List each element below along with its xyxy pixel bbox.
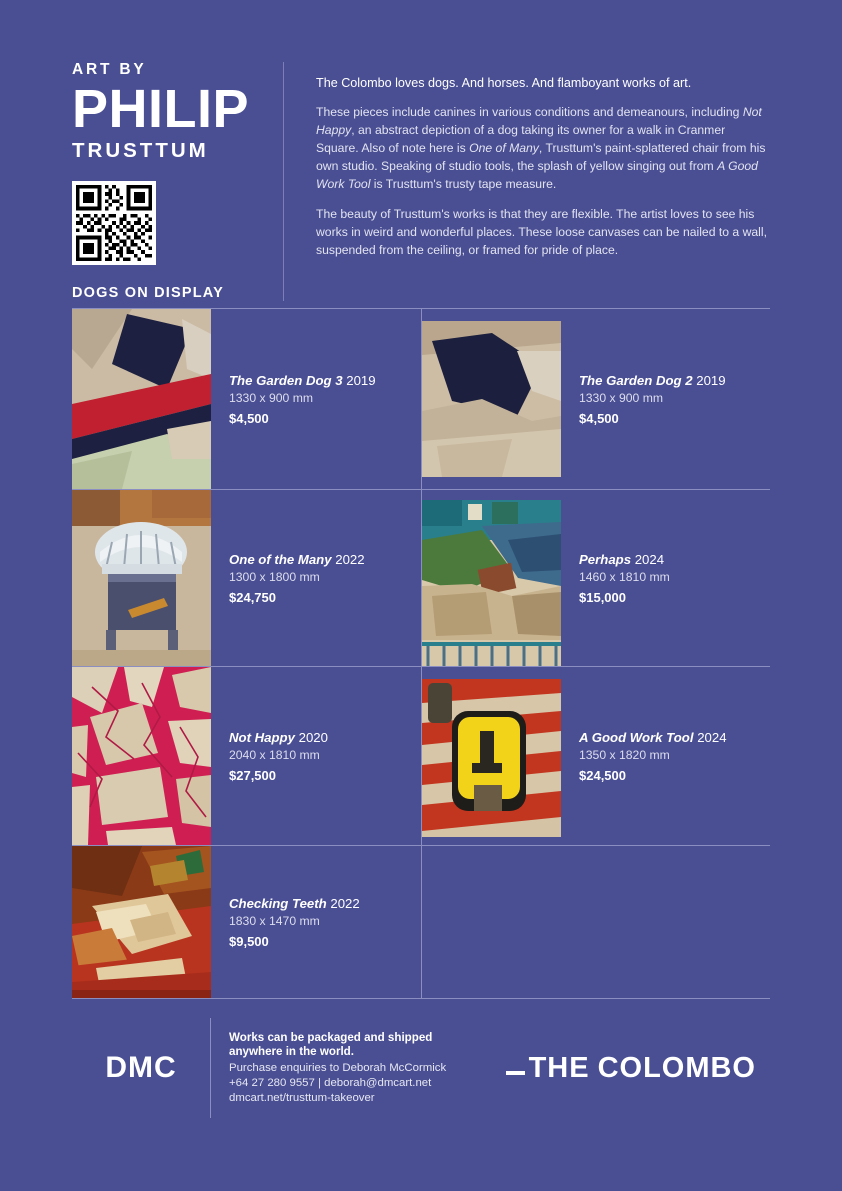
qr-code-icon[interactable] [72, 181, 156, 265]
artwork-cell[interactable] [72, 846, 421, 998]
footer-text [211, 1031, 506, 1106]
artwork-title-line [579, 552, 756, 567]
artwork-cell[interactable] [421, 667, 770, 845]
artwork-thumbnail-not-happy[interactable] [72, 667, 211, 845]
artwork-title-line [229, 373, 407, 388]
artwork-info [211, 309, 421, 489]
art-by-label: ART BY [72, 61, 147, 78]
artwork-title: Not Happy [229, 729, 295, 745]
artwork-price: $4,500 [579, 410, 619, 426]
artwork-thumbnail-checking-teeth[interactable] [72, 846, 211, 998]
artwork-dimensions: 1350 x 1820 mm [579, 747, 670, 762]
artwork-thumbnail-one-of-the-many[interactable] [72, 490, 211, 666]
artwork-info [211, 490, 421, 666]
artwork-listing [72, 308, 770, 999]
artwork-info [561, 309, 770, 489]
artwork-title: The Garden Dog 3 [229, 372, 343, 388]
artwork-title: Perhaps [579, 551, 632, 567]
artwork-year: 2019 [346, 372, 376, 388]
artwork-info [211, 667, 421, 845]
artist-last-name: TRUSTTUM [72, 139, 209, 163]
artwork-dimensions: 1330 x 900 mm [579, 390, 664, 405]
artwork-cell[interactable] [72, 667, 421, 845]
artwork-info [561, 490, 770, 666]
artwork-info [561, 667, 770, 845]
intro-p2-b: , an abstract depiction of a dog taking its owner for a walk in Cranmer Square. Also of note here is [316, 123, 726, 156]
artwork-dimensions: 2040 x 1810 mm [229, 747, 320, 762]
artwork-cell[interactable] [421, 309, 770, 489]
artwork-price: $24,750 [229, 589, 276, 605]
venue-logo [506, 1051, 770, 1084]
artwork-title-line [579, 730, 756, 745]
artwork-title: One of the Many [229, 551, 332, 567]
artwork-year: 2020 [298, 729, 328, 745]
artwork-cell[interactable] [421, 490, 770, 666]
footer [72, 1018, 770, 1118]
artwork-cell[interactable] [72, 309, 421, 489]
artwork-year: 2019 [696, 372, 726, 388]
artwork-title: Checking Teeth [229, 895, 327, 911]
artwork-dimensions: 1300 x 1800 mm [229, 569, 320, 584]
artwork-year: 2024 [697, 729, 727, 745]
header [72, 62, 770, 301]
artwork-dimensions: 1330 x 900 mm [229, 390, 314, 405]
empty-cell [421, 846, 770, 998]
dmc-logo-box[interactable] [72, 1018, 211, 1118]
artwork-price: $9,500 [229, 933, 269, 949]
artwork-price: $27,500 [229, 767, 276, 783]
artwork-mention-one-of-many: One of Many [469, 141, 539, 156]
artwork-dimensions: 1830 x 1470 mm [229, 913, 320, 928]
intro-paragraph-2 [316, 104, 770, 194]
table-row [72, 667, 770, 846]
contact-line[interactable]: +64 27 280 9557 | deborah@dmcart.net [229, 1076, 432, 1089]
section-label: DOGS ON DISPLAY [72, 285, 225, 302]
enquiries-line: Purchase enquiries to Deborah McCormick [229, 1061, 447, 1074]
artist-first-name: PHILIP [72, 78, 250, 139]
artwork-price: $15,000 [579, 589, 626, 605]
artwork-cell[interactable] [72, 490, 421, 666]
artwork-price: $4,500 [229, 410, 269, 426]
artwork-info [211, 846, 421, 998]
table-row [72, 846, 770, 999]
venue-the: THE [528, 1051, 590, 1084]
intro-p2-d: is Trusttum's trusty tape measure. [370, 177, 557, 191]
logo-underline [506, 1071, 525, 1075]
website-line[interactable]: dmcart.net/trusttum-takeover [229, 1091, 375, 1104]
venue-colombo: COLOMBO [597, 1051, 756, 1084]
artwork-title-line [579, 373, 756, 388]
artwork-thumbnail-garden-dog-2[interactable] [422, 321, 561, 477]
table-row [72, 490, 770, 667]
artwork-title: A Good Work Tool [579, 729, 694, 745]
brand-column [72, 62, 283, 301]
artwork-year: 2024 [634, 551, 665, 567]
artwork-year: 2022 [335, 551, 365, 567]
artwork-thumbnail-perhaps[interactable] [422, 500, 561, 666]
dmc-logo: DMC [105, 1051, 177, 1084]
intro-p2-c: , Trusttum's paint-splattered chair from his own studio. Speaking of studio tools, the splash of yellow singing out from [316, 141, 766, 174]
intro-paragraph-3: The beauty of Trusttum's works is that they are flexible. The artist loves to see his works in weird and wonderful places. These loose canvases can be nailed to a wall, suspended from the ceiling, or framed for pride of place. [316, 206, 767, 257]
artwork-dimensions: 1460 x 1810 mm [579, 569, 670, 584]
artwork-mention-not-happy: Not Happy [316, 105, 762, 138]
table-row [72, 309, 770, 490]
artwork-title-line [229, 552, 407, 567]
intro-lead: The Colombo loves dogs. And horses. And flamboyant works of art. [316, 76, 692, 90]
intro-p2-a: These pieces include canines in various conditions and demeanours, including [316, 105, 743, 120]
shipping-line-2: anywhere in the world. [229, 1044, 354, 1058]
shipping-line-1: Works can be packaged and shipped [229, 1030, 433, 1044]
artwork-mention-a-good-work-tool: A Good Work Tool [316, 159, 758, 191]
artwork-price: $24,500 [579, 767, 626, 783]
intro-column [283, 62, 770, 301]
artwork-thumbnail-a-good-work-tool[interactable] [422, 679, 561, 837]
artwork-title-line [229, 896, 407, 911]
artwork-thumbnail-garden-dog-3[interactable] [72, 309, 211, 489]
artwork-title: The Garden Dog 2 [579, 372, 693, 388]
artwork-title-line [229, 730, 407, 745]
artwork-year: 2022 [330, 895, 360, 911]
